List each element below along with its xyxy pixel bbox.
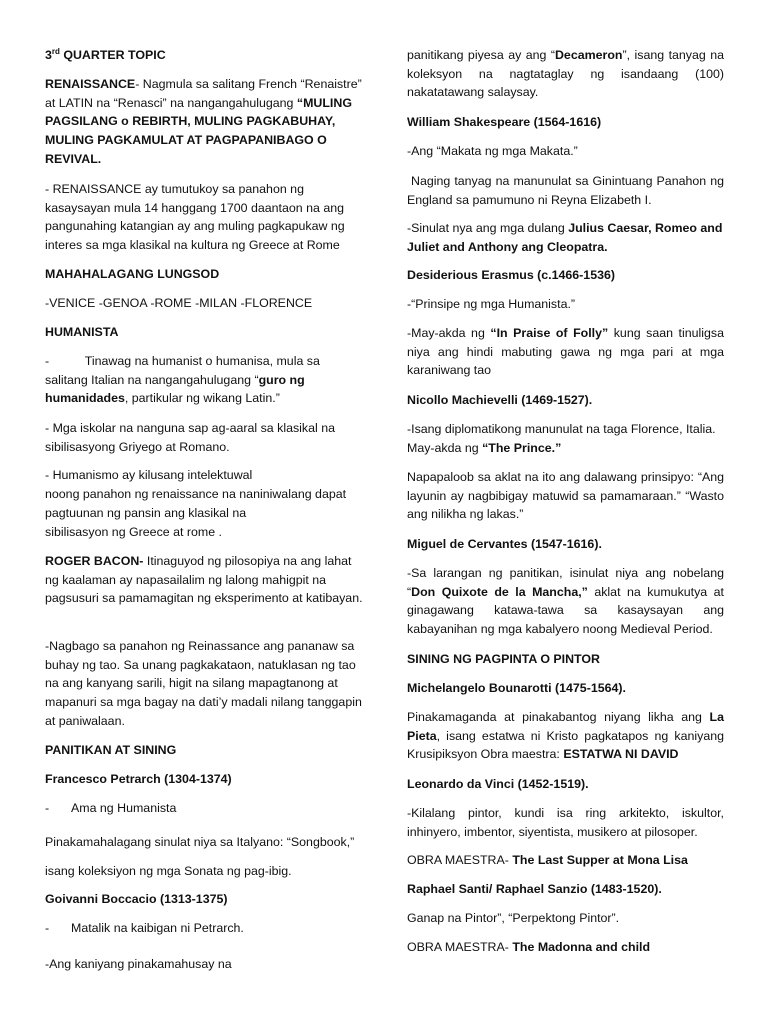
michelangelo-description: Pinakamaganda at pinakabantog niyang likha ang La Pieta, isang estatwa ni Kristo pagkatapos ng kaniyang Krusipiksyon Obra maestra: ESTATWA NI DAVID (407, 710, 724, 762)
panitikan-heading: PANITIKAN AT SINING (45, 743, 177, 757)
shakespeare-description: Naging tanyag na manunulat sa Ginintuang Panahon ng England sa pamumuno ni Reyna Elizabeth I. (407, 174, 724, 207)
renaissance-definition: RENAISSANCE- Nagmula sa salitang French “Renaistre” at LATIN na “Renasci” na nangangahulugang “MULING PAGSILANG o REBIRTH, MULING PAGKABUHAY, MULING PAGKAMULAT AT PAGPAPANIBAGO O REVIVAL. (45, 77, 362, 166)
davinci-heading: Leonardo da Vinci (1452-1519). (407, 777, 589, 791)
renaissance-description: - RENAISSANCE ay tumutukoy sa panahon ng kasaysayan mula 14 hanggang 1700 daantaon na ang pangunahing katangian ay ang muling pagkapukaw ng interes sa mga klasikal na kultura ng Greece at Rome (45, 182, 345, 253)
machievelli-heading: Nicollo Machievelli (1469-1527). (407, 393, 593, 407)
machievelli-description: -Isang diplomatikong manunulat na taga Florence, Italia. May-akda ng “The Prince.” (407, 422, 716, 455)
davinci-description: -Kilalang pintor, kundi isa ring arkitekto, iskultor, inhinyero, imbentor, siyentista, musikero at pilosoper. (407, 806, 724, 839)
petrarch-work: Pinakamahalagang sinulat niya sa Italyano: “Songbook,” (45, 835, 355, 849)
cervantes-description: -Sa larangan ng panitikan, isinulat niya ang nobelang “Don Quixote de la Mancha,” aklat na kumukutya at ginagawang katawa-tawa sa kasaysayan ang kabayanihan ng mga kabalyero noong Medieval Period. (407, 566, 724, 637)
petrarch-title: - Ama ng Humanista (45, 801, 177, 815)
decameron-text: panitikang piyesa ay ang “Decameron”, isang tanyag na koleksyon na nagtataglay ng isandaang (100) nakatatawang salaysay. (407, 48, 724, 100)
boccacio-friend: - Matalik na kaibigan ni Petrarch. (45, 921, 244, 935)
humanismo-line-2: noong panahon ng renaissance na naniniwalang dapat pagtuunan ng pansin ang klasikal na (45, 487, 347, 520)
humanista-heading: HUMANISTA (45, 325, 119, 339)
davinci-obra-maestra: OBRA MAESTRA- The Last Supper at Mona Lisa (407, 853, 688, 867)
raphael-heading: Raphael Santi/ Raphael Sanzio (1483-1520). (407, 882, 662, 896)
shakespeare-heading: William Shakespeare (1564-1616) (407, 115, 602, 129)
erasmus-work: -May-akda ng “In Praise of Folly” kung saan tinuligsa niya ang hindi mabuting gawa ng mga pari at mga karaniwang tao (407, 326, 724, 378)
petrarch-work-2: isang koleksiyon ng mga Sonata ng pag-ibig. (45, 864, 292, 878)
raphael-description: Ganap na Pintor”, “Perpektong Pintor”. (407, 911, 620, 925)
petrarch-heading: Francesco Petrarch (1304-1374) (45, 772, 232, 786)
cervantes-heading: Miguel de Cervantes (1547-1616). (407, 537, 602, 551)
shakespeare-title: -Ang “Makata ng mga Makata.” (407, 144, 578, 158)
humanismo-line-3: sibilisasyon ng Greece at rome . (45, 525, 222, 539)
shakespeare-works: -Sinulat nya ang mga dulang Julius Caesar, Romeo and Juliet and Anthony ang Cleopatra. (407, 221, 723, 254)
nagbago-text: -Nagbago sa panahon ng Reinassance ang pananaw sa buhay ng tao. Sa unang pagkakataon, natuklasan ng tao na ang kanyang sarili, higit na silang mapagtanong at mapanuri sa mga bagay na dati’y madali nilang tanggapin at paniwalaan. (45, 639, 362, 728)
roger-bacon-text: ROGER BACON- Itinaguyod ng pilosopiya na ang lahat ng kaalaman ay napasailalim ng lalong mahigpit na pagsusuri sa pamamagitan ng eksperimento at katibayan. (45, 554, 363, 606)
boccacio-work: -Ang kaniyang pinakamahusay na (45, 957, 232, 971)
humanista-definition: - Tinawag na humanist o humanisa, mula sa salitang Italian na nangangahulugang “guro ng humanidades, partikular ng wikang Latin.” (45, 354, 320, 406)
sining-heading: SINING NG PAGPINTA O PINTOR (407, 652, 600, 666)
cities-list: -VENICE -GENOA -ROME -MILAN -FLORENCE (45, 296, 313, 310)
boccacio-heading: Goivanni Boccacio (1313-1375) (45, 892, 228, 906)
iskolar-text: - Mga iskolar na nanguna sap ag-aaral sa klasikal na sibilisasyong Griyego at Romano. (45, 421, 335, 454)
machievelli-principles: Napapaloob sa aklat na ito ang dalawang prinsipyo: “Ang layunin ay nagbibigay matuwid sa pamamaraan.” “Wasto ang nilikha ng lakas.” (407, 470, 724, 522)
cities-heading: MAHAHALAGANG LUNGSOD (45, 267, 220, 281)
michelangelo-heading: Michelangelo Bounarotti (1475-1564). (407, 681, 626, 695)
page-heading: 3rd QUARTER TOPIC (45, 46, 166, 62)
erasmus-title: -“Prinsipe ng mga Humanista.” (407, 297, 576, 311)
humanismo-line-1: - Humanismo ay kilusang intelektuwal (45, 468, 253, 482)
erasmus-heading: Desiderious Erasmus (c.1466-1536) (407, 268, 615, 282)
raphael-obra-maestra: OBRA MAESTRA- The Madonna and child (407, 940, 651, 954)
